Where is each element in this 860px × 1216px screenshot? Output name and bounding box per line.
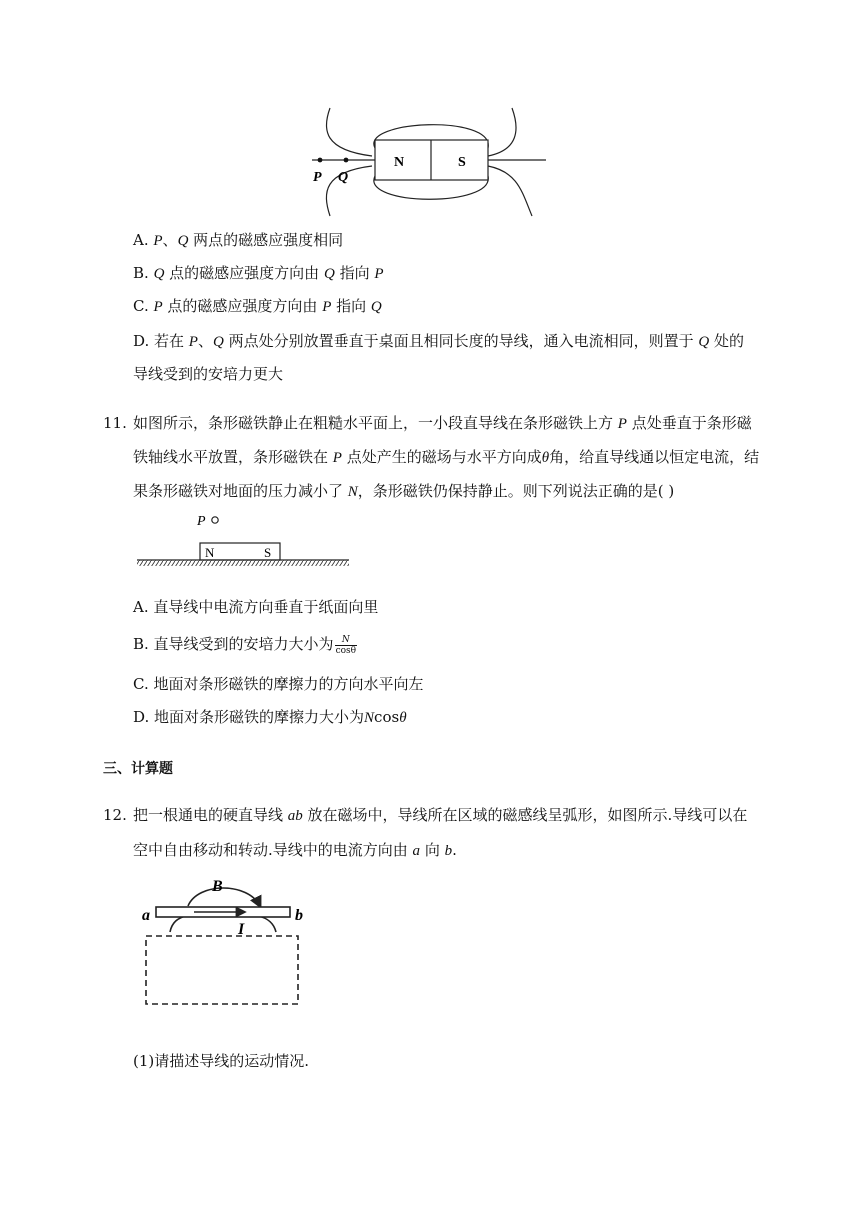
option-b-prefix: B. [133,264,154,282]
var-a: a [412,843,421,859]
q12-number: 12. [103,806,127,824]
point-p-label: P [313,170,322,185]
q12-stem-line1 [133,805,747,826]
q10-option-d-line2: 导线受到的安培力更大 [133,365,284,383]
var-n: N [364,710,375,726]
var-q: Q [323,266,335,282]
magnet-field-figure [300,100,560,222]
magnet-region-dashed [146,936,298,1004]
q11-stem-line1 [133,413,752,434]
var-q: Q [153,266,165,282]
fraction-n-over-cos-theta [335,635,358,656]
stem-text: 角，给直导线通以恒定电流，结 [549,448,760,466]
option-b-text: B. 直导线受到的安培力大小为 [133,635,334,653]
wire-end-a-label: a [142,907,150,924]
q11-option-d [133,707,407,728]
stem-text: . [452,841,457,859]
wire-end-b-label: b [295,907,303,924]
point-p-dot [318,158,323,163]
option-d-text: 处的 [709,332,744,350]
var-theta: θ [399,710,407,726]
field-line-upper [188,888,260,906]
stem-text: 点处垂直于条形磁 [626,414,752,432]
option-d-text: D. 地面对条形磁铁的摩擦力大小为 [133,708,365,726]
separator: 、 [197,332,213,350]
stem-text: 把一根通电的硬直导线 [133,806,288,824]
current-i-label: I [238,921,245,938]
var-q: Q [370,299,382,315]
option-c-text: 指向 [331,297,371,315]
wire-field-figure [138,872,310,1010]
q10-option-c [133,296,382,317]
separator: 、 [162,231,178,249]
stem-text: 铁轴线水平放置，条形磁铁在 [133,448,333,466]
field-b-label: B [212,878,223,895]
stem-text: 放在磁场中，导线所在区域的磁感线呈弧形，如图所示.导线可以在 [302,806,748,824]
q12-stem-line2 [133,840,457,861]
option-a-text: 两点的磁感应强度相同 [188,231,344,249]
option-b-text: 点的磁感应强度方向由 [164,264,324,282]
option-d-text: 两点处分别放置垂直于桌面且相同长度的导线，通入电流相同，则置于 [223,332,699,350]
magnet-n-label: N [205,545,215,560]
var-p: P [332,450,342,466]
q11-stem-line2 [133,447,759,468]
section-heading: 三、计算题 [103,761,173,777]
stem-text: 空中自由移动和转动.导线中的电流方向由 [133,841,413,859]
q11-option-b [133,634,358,656]
q10-option-d-line1 [133,331,744,352]
point-q-label: Q [338,170,349,185]
q10-option-a [133,230,343,251]
q12-subquestion-1: (1)请描述导线的运动情况. [133,1052,310,1070]
stem-text: 点处产生的磁场与水平方向成 [341,448,542,466]
magnet-s-label: S [264,545,272,560]
point-p-label: P [197,514,206,529]
var-p: P [322,299,332,315]
point-q-dot [344,158,349,163]
stem-text: 如图所示，条形磁铁静止在粗糙水平面上，一小段直导线在条形磁铁上方 [133,414,618,432]
var-q: Q [212,334,224,350]
stem-text: 向 [420,841,445,859]
option-c-prefix: C. [133,297,154,315]
option-a-prefix: A. [133,231,154,249]
var-theta: θ [541,450,550,466]
rough-floor [137,560,349,566]
magnet-n-label: N [394,155,405,170]
stem-text: 果条形磁铁对地面的压力减小了 [133,482,348,500]
var-p: P [617,416,627,432]
q11-option-c: C. 地面对条形磁铁的摩擦力的方向水平向左 [133,675,424,693]
magnet-s-label: S [458,155,466,170]
q11-stem-line3 [133,481,674,502]
q10-option-b [133,263,384,284]
cos-function: cos [374,708,400,726]
q11-number: 11. [103,414,127,432]
var-p: P [374,266,384,282]
q11-option-a: A. 直导线中电流方向垂直于纸面向里 [133,598,379,616]
option-b-text: 指向 [334,264,375,282]
field-line-right [258,916,276,932]
var-p: P [153,233,163,249]
var-p: P [188,334,198,350]
point-p-circle [212,517,218,523]
var-b: b [444,843,453,859]
var-p: P [153,299,163,315]
stem-text: ，条形磁铁仍保持静止。则下列说法正确的是( ) [357,482,675,500]
var-q: Q [698,334,710,350]
bar-magnet-figure [135,507,355,571]
var-q: Q [177,233,189,249]
fraction-denominator: cosθ [335,645,357,656]
var-n: N [347,484,358,500]
var-ab: ab [287,808,303,824]
option-c-text: 点的磁感应强度方向由 [162,297,323,315]
fraction-numerator: N [335,635,358,646]
field-line-left [170,916,186,932]
option-d-prefix: D. 若在 [133,332,189,350]
